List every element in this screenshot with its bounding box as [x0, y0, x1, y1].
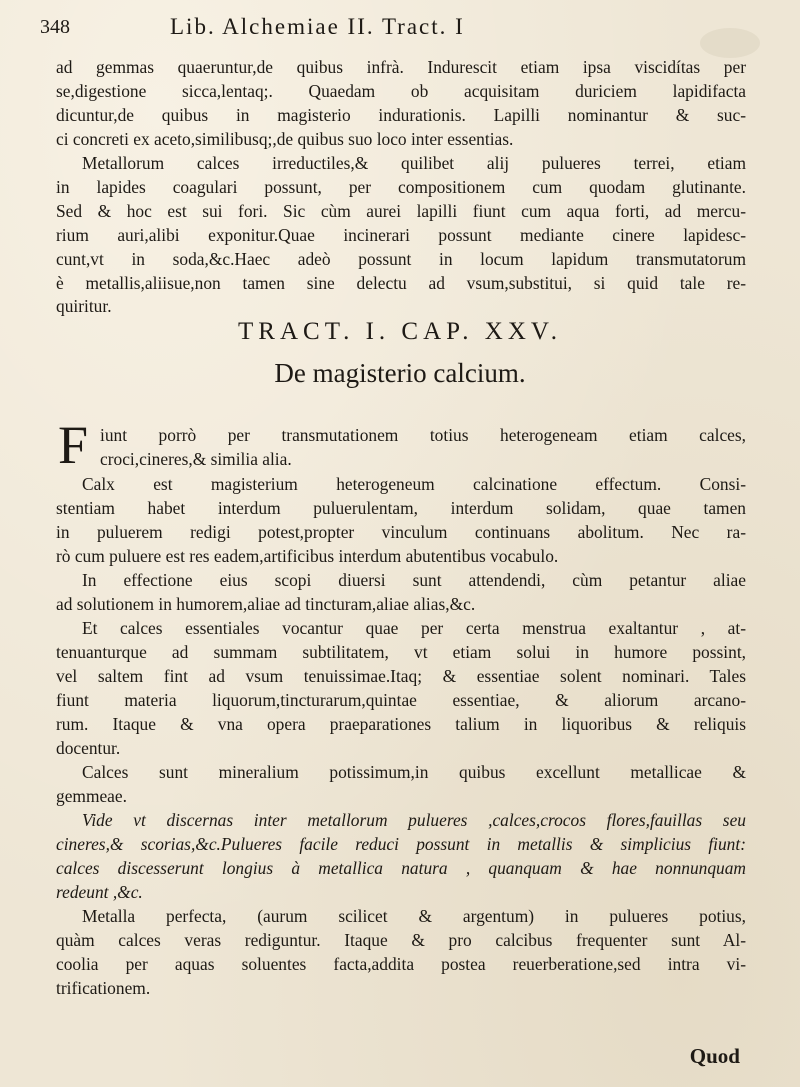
paragraph-4 — [56, 473, 746, 569]
text-line: fiunt materia liquorum,tincturarum,quintae essentiae, & aliorum arcano- — [56, 689, 746, 710]
text-line: trificationem. — [56, 977, 151, 998]
text-line: Sed & hoc est sui fori. Sic cùm aurei lapilli fiunt cum aqua forti, ad mercu- — [56, 200, 746, 221]
text-line: calces discesserunt longius à metallica natura , quanquam & hae nonnunquam — [56, 857, 746, 878]
paragraph-7 — [56, 761, 746, 809]
text-line: In effectione eius scopi diuersi sunt attendendi, cùm petantur aliae — [82, 570, 746, 590]
text-line: redeunt ,&c. — [56, 881, 143, 902]
text-line: ad gemmas quaeruntur,de quibus infrà. Indurescit etiam ipsa viscidítas per — [56, 57, 746, 77]
text-line: stentiam habet interdum puluerulentam, interdum solidam, quae tamen — [56, 497, 746, 518]
paragraph-3 — [100, 424, 746, 472]
text-line: quàm calces veras rediguntur. Itaque & pro calcibus frequenter sunt Al- — [56, 929, 746, 950]
text-line: Metallorum calces irreductiles,& quilibet alij pulueres terrei, etiam — [82, 153, 746, 173]
running-head: Lib. Alchemiae II. Tract. I — [170, 14, 465, 39]
text-line: è metallis,aliisue,non tamen sine delectu ad vsum,substitui, si quid tale re- — [56, 272, 746, 293]
text-line: cineres,& scorias,&c.Pulueres facile reduci possunt in metallis & simplicius fiunt: — [56, 833, 746, 854]
text-line: se,digestione sicca,lentaq;. Quaedam ob acquisitam duriciem lapidifacta — [56, 80, 746, 101]
text-line: in puluerem redigi potest,propter vinculum continuans abolitum. Nec ra- — [56, 521, 746, 542]
paragraph-9 — [56, 905, 746, 1001]
text-line: quiritur. — [56, 296, 112, 317]
text-line: Vide vt discernas inter metallorum pulueres ,calces,crocos flores,fauillas seu — [82, 810, 746, 830]
text-line: rum. Itaque & vna opera praeparationes talium in liquoribus & reliquis — [56, 713, 746, 734]
text-line: dicuntur,de quibus in magisterio indurationis. Lapilli nominantur & suc- — [56, 104, 746, 125]
paragraph-6 — [56, 617, 746, 760]
drop-cap: F — [58, 415, 89, 475]
paragraph-1 — [56, 56, 746, 152]
text-line: Metalla perfecta, (aurum scilicet & argentum) in pulueres potius, — [82, 906, 746, 926]
paragraph-5 — [56, 569, 746, 617]
text-line: in lapides coagulari possunt, per compositionem cum quodam glutinante. — [56, 176, 746, 197]
paragraph-2 — [56, 152, 746, 319]
text-line: iunt porrò per transmutationem totius heterogeneam etiam calces, — [100, 425, 746, 445]
page-header — [40, 14, 740, 50]
text-line: Calx est magisterium heterogeneum calcinatione effectum. Consi- — [82, 474, 746, 494]
text-line: ci concreti ex aceto,similibusq;,de quibus suo loco inter essentias. — [56, 128, 514, 149]
text-line: ad solutionem in humorem,aliae ad tincturam,aliae alias,&c. — [56, 593, 476, 614]
text-line: docentur. — [56, 737, 121, 758]
page-number: 348 — [40, 16, 70, 38]
text-line: coolia per aquas soluentes facta,addita postea reuerberatione,sed intra vi- — [56, 953, 746, 974]
text-line: vel saltem fint ad vsum tenuissimae.Itaq; & essentiae solent nominari. Tales — [56, 665, 746, 686]
text-line: Calces sunt mineralium potissimum,in quibus excellunt metallicae & — [82, 762, 746, 782]
paragraph-8-italic — [56, 809, 746, 905]
text-line: rium auri,alibi exponitur.Quae incinerari possunt mediante cinere lapidesc- — [56, 224, 746, 245]
text-line: tenuanturque ad summam subtilitatem, vt etiam solui in humore possint, — [56, 641, 746, 662]
text-line: gemmeae. — [56, 785, 127, 806]
text-line: Et calces essentiales vocantur quae per certa menstrua exaltantur , at- — [82, 618, 746, 638]
catchword: Quod — [689, 1044, 740, 1068]
chapter-heading: TRACT. I. CAP. XXV. — [238, 318, 562, 345]
text-line: cunt,vt in soda,&c.Haec adeò possunt in locum lapidum transmutatorum — [56, 248, 746, 269]
chapter-title: De magisterio calcium. — [274, 358, 526, 388]
text-line: rò cum puluere est res eadem,artificibus interdum abutentibus vocabulo. — [56, 545, 559, 566]
text-line: croci,cineres,& similia alia. — [100, 448, 292, 469]
